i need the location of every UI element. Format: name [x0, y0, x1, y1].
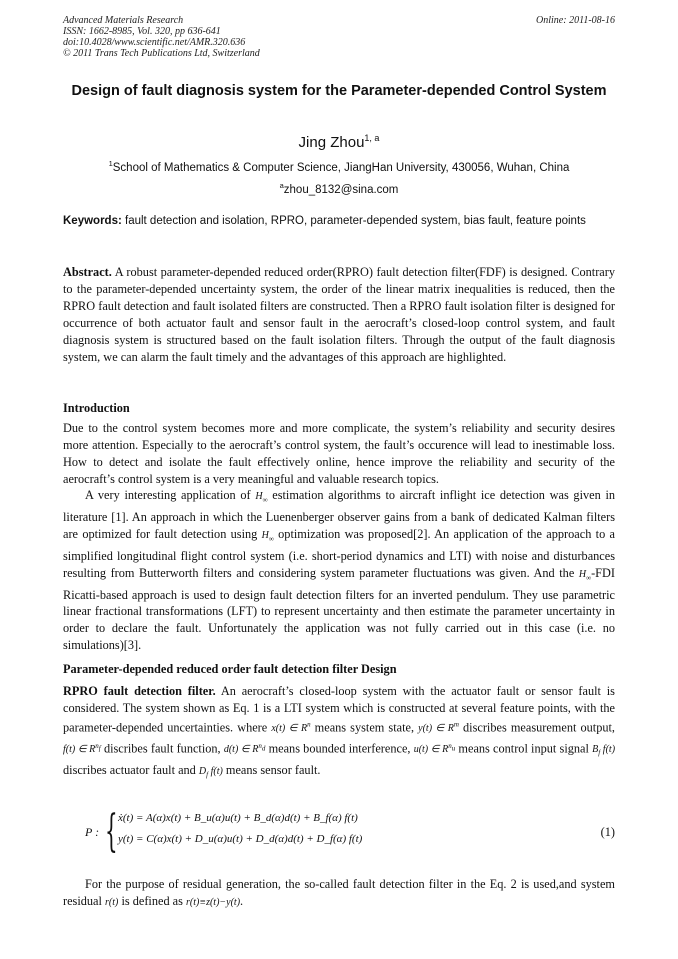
equation-lhs: P :: [85, 825, 100, 839]
affiliation-mark: 1: [108, 159, 113, 168]
affiliation-text: School of Mathematics & Computer Science, JiangHan University, 430056, Wuhan, China: [112, 162, 570, 174]
journal-name: Advanced Materials Research: [63, 15, 184, 26]
section-heading-introduction: Introduction: [63, 401, 130, 415]
author-line: [63, 128, 615, 153]
h-infinity-symbol: $H_\infty$: [255, 491, 268, 504]
journal-header: [63, 15, 260, 59]
rpro-label: RPRO fault detection filter.: [63, 684, 216, 698]
email: [63, 178, 615, 198]
abstract: [63, 264, 615, 365]
rpro-paragraph: RPRO fault detection filter. An aerocraft’s closed-loop system with the actuator fault or sensor fault is considered. The system shown as Eq. 1 is a LTI system which is constructed at several feature points, with the parameter-depended uncertainties. where x(t) ∈ $R^n$ means system state, y(t) ∈ $R^m$ discribes measurement output, f(t) ∈ $R^{n_f}$ discribes fault function, d(t) ∈ $R^{n_d}$ means bounded interference, u(t) ∈ $R^{n_u}$ means control input signal $B_f$ f(t) discribes actuator fault and $D_f$ f(t) means sensor fault.: [63, 684, 616, 780]
equation-line-2: y(t) = C(α)x(t) + D_u(α)u(t) + D_d(α)d(t) + D_f(α) f(t): [118, 833, 363, 845]
equation-line-1: ẋ(t) = A(α)x(t) + B_u(α)u(t) + B_d(α)d(t) + B_f(α) f(t): [118, 812, 358, 824]
h-infinity-symbol: $H_\infty$: [578, 568, 592, 582]
email-text: zhou_8132@sina.com: [283, 184, 399, 196]
section-heading-rpro: Parameter-depended reduced order fault detection filter Design: [63, 662, 397, 676]
residual-paragraph: For the purpose of residual generation, the so-called fault detection filter in the Eq. 2 is used,and system residual r(t) is defined as r(t)≡z(t)−y(t).: [63, 877, 615, 908]
residual-definition: r(t)≡z(t)−y(t): [185, 896, 241, 908]
equation-1: [63, 806, 615, 857]
h-infinity-symbol: $H_\infty$: [261, 529, 274, 543]
disturbance-symbol: d(t) ∈ $R^{n_d}$: [223, 742, 266, 756]
affiliation: [63, 156, 615, 176]
online-date: Online: 2011-08-16: [536, 15, 615, 26]
issn-line: ISSN: 1662-8985, Vol. 320, pp 636-641: [63, 26, 221, 37]
keywords-label: Keywords:: [63, 215, 122, 227]
state-symbol: x(t) ∈ $R^n$: [271, 720, 311, 735]
author-name: Jing Zhou: [298, 134, 365, 151]
keywords-text: fault detection and isolation, RPRO, parameter-depended system, bias fault, feature points: [125, 215, 586, 227]
doi-line: doi:10.4028/www.scientific.net/AMR.320.636: [63, 37, 246, 48]
email-mark: a: [279, 181, 284, 190]
abstract-text: A robust parameter-depended reduced order(RPRO) fault detection filter(FDF) is designed. Contrary to the parameter-depended uncertainty system, the order of the linear matrix inequalities is reduced, then the RPRO fault detection and fault isolated filters are constructed. Then a RPRO fault isolation filter is designed for occurrence of both actuator fault and sensor fault in the aerocraft’s closed-loop control system, and fault diagnosis system is structured based on the fault isolation filters. Through the output of the fault diagnosis system, we can alarm the fault timely and the advantages of this approach are highlighted.: [63, 265, 615, 364]
intro-paragraph-2: A very interesting application of $H_\infty$ estimation algorithms to aircraft inflight ice detection was given in literature [1]. An approach in which the Luenenberger observer gains from a bank of dedicated Kalman filters are optimized for fault detection using $H_\infty$ optimization was proposed[2]. An application of the approach to a simplified longitudinal flight control system (i.e. short-period dynamics and LTI) with noise and disturbances resulting from Butterworth filters and considering system parameter fluctuations was given. And the $H_\infty$-FDI Ricatti-based approach is used to design fault detection filters for an inverted pendulum. They use parametric linear fractional transformations (LFT) to represent uncertainty and then estimate the parameter uncertainty in order to declare the fault. Unfortunately the application was not fully carried out in this case (i.e. no simulations)[3].: [63, 488, 616, 653]
equation-brace: {: [105, 806, 118, 857]
equation-number: (1): [600, 825, 615, 839]
intro-paragraph-1: Due to the control system becomes more and more complicate, the system’s reliability and security desires more attention. Especially to the aerocraft’s control system, the fault’s occurence will lead to inestimable loss. How to detect and isolate the fault effectively online, hence improve the reliability and security of the aerocraft’s control system is a very meaningful and valuable research topics.: [63, 421, 615, 486]
keywords: [63, 213, 615, 229]
author-marks: 1, a: [364, 133, 380, 143]
paper-title: Design of fault diagnosis system for the Parameter-depended Control System: [71, 83, 607, 99]
copyright-line: © 2011 Trans Tech Publications Ltd, Switzerland: [63, 48, 260, 59]
fault-symbol: f(t) ∈ $R^{n_f}$: [63, 742, 101, 756]
residual-symbol: r(t): [105, 896, 119, 908]
input-symbol: u(t) ∈ $R^{n_u}$: [413, 742, 456, 756]
abstract-label: Abstract.: [63, 265, 112, 279]
output-symbol: y(t) ∈ $R^m$: [418, 720, 459, 735]
sensor-fault-symbol: $D_f$ f(t): [198, 766, 223, 780]
actuator-fault-symbol: $B_f$ f(t): [592, 744, 616, 758]
